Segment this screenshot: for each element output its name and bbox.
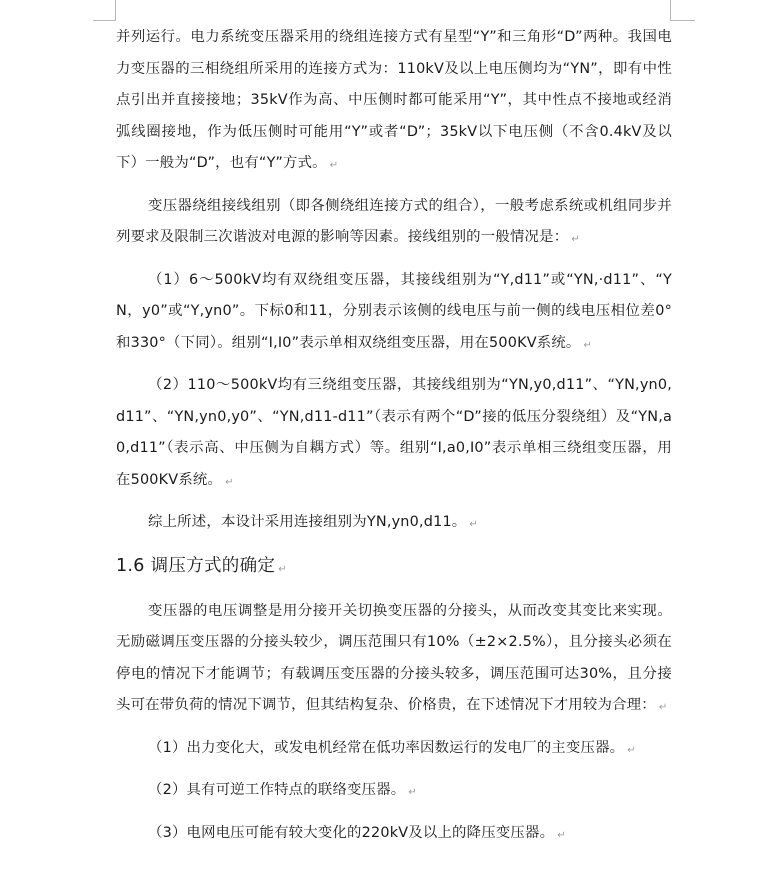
paragraph-text: （1）6～500kV均有双绕组变压器，其接线组别为“Y,d11”或“YN,·d11”、“YN，y0”或“Y,yn0”。下标0和11，分别表示该侧的线电压与前一侧的线电压相位差0°和330°（下同）。组别“I,I0”表示单相双绕组变压器，用在500KV系统。 xyxy=(116,271,672,351)
paragraph-text: 并列运行。电力系统变压器采用的绕组连接方式有星型“Y”和三角形“D”两种。我国电力变压器的三相绕组所采用的连接方式为：110kV及以上电压侧均为“YN”，即有中性点引出并直接接地；35kV作为高、中压侧时都可能采用“Y”，其中性点不接地或经消弧线圈接地，作为低压侧时可能用“Y”或者“D”；35kV以下电压侧（不含0.4kV及以下）一般为“D”，也有“Y”方式。 xyxy=(116,29,672,171)
list-item xyxy=(116,818,672,852)
paragraph-mark-icon: ↵ xyxy=(408,787,417,798)
page-corner-mark-right xyxy=(670,0,695,21)
document-body[interactable] xyxy=(116,22,672,860)
paragraph-mark-icon: ↵ xyxy=(571,234,580,245)
paragraph xyxy=(116,370,672,498)
paragraph-mark-icon: ↵ xyxy=(583,339,593,351)
paragraph-text: 变压器的电压调整是用分接开关切换变压器的分接头，从而改变其变比来实现。无励磁调压变压器的分接头较少，调压范围只有10%（±2×2.5%），且分接头必须在停电的情况下才能调节；有载调压变压器的分接头较多，调压范围可达30%，且分接头可在带负荷的情况下调节，但其结构复杂、价格贵，在下述情况下才用较为合理： xyxy=(116,602,672,713)
paragraph-text: （1）出力变化大，或发电机经常在低功率因数运行的发电厂的主变压器。 xyxy=(148,739,625,756)
paragraph-mark-icon: ↵ xyxy=(278,563,287,575)
paragraph xyxy=(116,265,672,362)
list-item xyxy=(116,733,672,767)
paragraph-mark-icon: ↵ xyxy=(329,160,339,171)
paragraph-mark-icon: ↵ xyxy=(627,744,636,756)
paragraph-text: 综上所述，本设计采用连接组别为YN,yn0,d11。 xyxy=(148,514,467,530)
section-heading-text: 1.6 调压方式的确定 xyxy=(116,555,276,576)
paragraph-mark-icon: ↵ xyxy=(225,476,234,488)
paragraph-mark-icon: ↵ xyxy=(658,702,668,713)
paragraph-text: （3）电网电压可能有较大变化的220kV及以上的降压变压器。 xyxy=(148,824,555,841)
paragraph xyxy=(116,191,672,256)
paragraph xyxy=(116,22,672,182)
paragraph-text: 变压器绕组接线组别（即各侧绕组连接方式的组合），一般考虑系统或机组同步并列要求及限制三次谐波对电源的影响等因素。接线组别的一般情况是： xyxy=(116,197,672,245)
paragraph-mark-icon: ↵ xyxy=(557,829,566,841)
paragraph-text: （2）具有可逆工作特点的联络变压器。 xyxy=(148,782,406,798)
paragraph-mark-icon: ↵ xyxy=(469,519,478,530)
paragraph-text: （2）110～500kV均有三绕组变压器，其接线组别为“YN,y0,d11”、“YN,yn0,d11”、“YN,yn0,y0”、“YN,d11-d11”（表示有两个“D”接的低压分裂绕组）及“YN,a0,d11”（表示高、中压侧为自耦方式）等。组别“I,a0,I0”表示单相三绕组变压器，用在500KV系统。 xyxy=(116,377,672,488)
page-corner-mark-left xyxy=(93,0,116,21)
list-item xyxy=(116,775,672,809)
section-heading xyxy=(116,550,672,586)
paragraph xyxy=(116,507,672,541)
paragraph xyxy=(116,596,672,724)
